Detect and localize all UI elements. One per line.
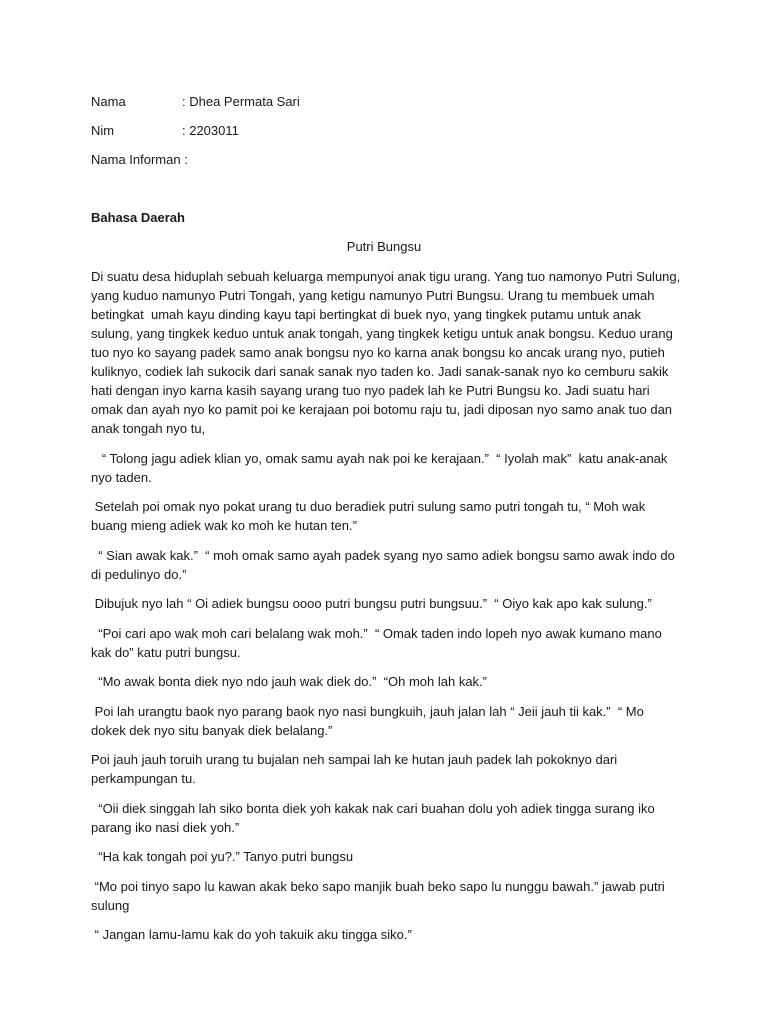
paragraph: “Mo awak bonta diek nyo ndo jauh wak diek do.” “Oh moh lah kak.”	[91, 674, 487, 689]
paragraph: Setelah poi omak nyo pokat urang tu duo beradiek putri sulung samo putri tongah tu, “ Moh wak buang mieng adiek wak ko moh ke hutan ten.”	[91, 499, 649, 533]
field-nama-informan	[91, 151, 188, 169]
paragraph: Di suatu desa hiduplah sebuah keluarga mempunyoi anak tigu urang. Yang tuo namonyo Putri Sulung, yang kuduo namunyo Putri Tongah, yang ketigu namunyo Putri Bungsu. Urang tu membuek umah betingkat umah kayu dinding kayu tapi bertingkat di buek nyo, yang tingkek putamu untuk anak sulung, yang tingkek keduo untuk anak tongah, yang tingkek ketigu untuk anak bongsu. Keduo urang tuo nyo ko sayang padek samo anak bongsu nyo ko karna anak bongsu ko ancak urang nyo, putieh kuliknyo, codiek lah sukocik dari sanak sanak nyo taden ko. Jadi sanak-sanak nyo ko cemburu sakik hati dengan inyo karna kasih sayang urang tuo nyo padek lah ke Putri Bungsu ko. Jadi suatu hari omak dan ayah nyo ko pamit poi ke kerajaan poi botomu raju tu, jadi diposan nyo samo anak tuo dan anak tongah nyo tu,	[91, 269, 684, 436]
nama-informan-label: Nama Informan :	[91, 152, 188, 167]
paragraph: Dibujuk nyo lah “ Oi adiek bungsu oooo putri bungsu putri bungsuu.” “ Oiyo kak apo kak sulung.”	[91, 596, 652, 611]
section-heading: Bahasa Daerah	[91, 210, 185, 225]
paragraph: Poi lah urangtu baok nyo parang baok nyo nasi bungkuih, jauh jalan lah “ Jeii jauh tii kak.” “ Mo dokek dek nyo situ banyak diek belalang.”	[91, 703, 648, 738]
story-title: Putri Bungsu	[346, 239, 422, 254]
field-nama	[91, 93, 300, 111]
paragraph: Poi jauh jauh toruih urang tu bujalan neh sampai lah ke hutan jauh padek lah pokoknyo dari perkampungan tu.	[91, 752, 621, 786]
field-nim	[91, 122, 239, 140]
paragraph: “ Tolong jagu adiek klian yo, omak samu ayah nak poi ke kerajaan.” “ Iyolah mak” katu anak-anak nyo taden.	[91, 450, 672, 485]
nama-label: Nama	[91, 94, 126, 109]
nama-value: : Dhea Permata Sari	[182, 94, 300, 109]
paragraph: “Oii diek singgah lah siko bonta diek yoh kakak nak cari buahan dolu yoh adiek tingga surang iko parang iko nasi diek yoh.”	[91, 800, 659, 835]
paragraph: “Mo poi tinyo sapo lu kawan akak beko sapo manjik buah beko sapo lu nunggu bawah.” jawab putri sulung	[91, 878, 669, 913]
paragraph: “Poi cari apo wak moh cari belalang wak moh.” “ Omak taden indo lopeh nyo awak kumano mano kak do” katu putri bungsu.	[91, 625, 666, 660]
nim-value: : 2203011	[182, 123, 239, 138]
paragraph: “ Sian awak kak.” “ moh omak samo ayah padek syang nyo samo adiek bongsu samo awak indo do di pedulinyo do.”	[91, 547, 679, 582]
story-body	[91, 267, 684, 955]
paragraph: “ Jangan lamu-lamu kak do yoh takuik aku tingga siko.”	[91, 927, 412, 942]
paragraph: “Ha kak tongah poi yu?.” Tanyo putri bungsu	[91, 849, 354, 864]
nim-label: Nim	[91, 123, 115, 138]
